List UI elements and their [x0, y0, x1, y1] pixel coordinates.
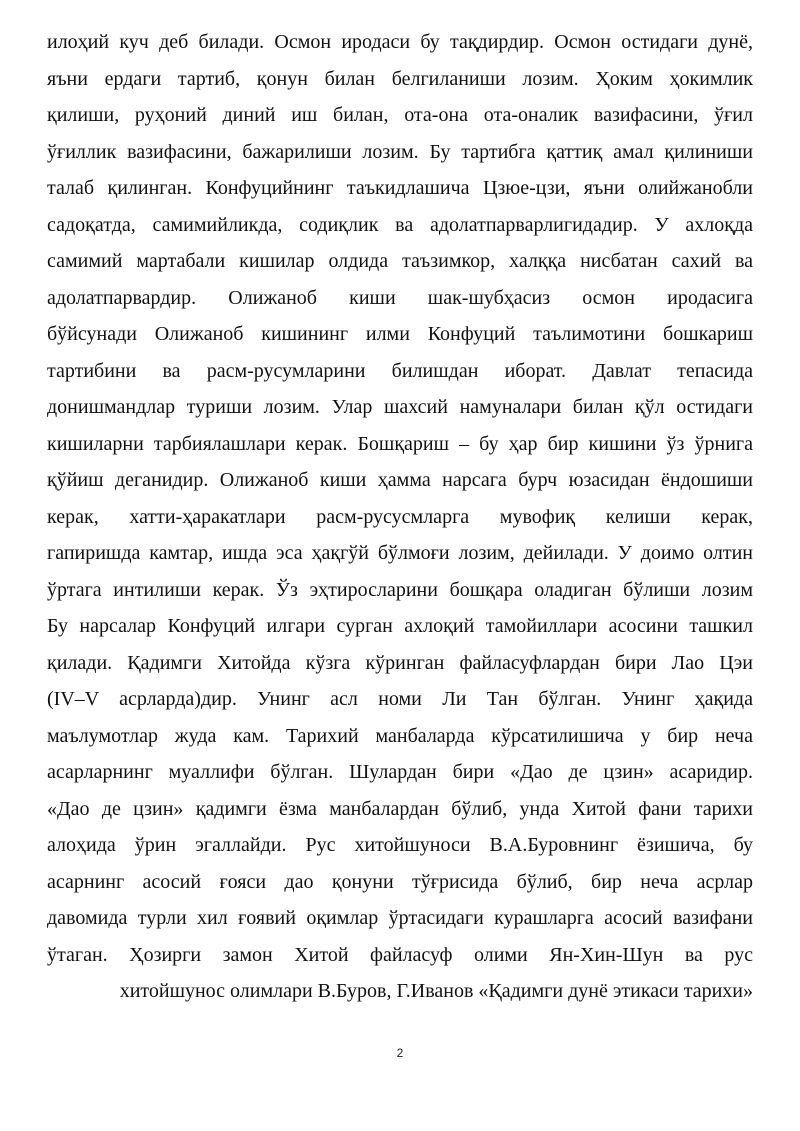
- text-line-8: адолатпарвардир. Олижаноб киши шак-шубҳасиз осмон иродасига: [47, 286, 753, 309]
- text-line-2: яъни ердаги тартиб, қонун билан белгиланиши лозим. Ҳоким ҳокимлик: [47, 67, 753, 90]
- text-line-11: донишмандлар туриши лозим. Улар шахсий намуналари билан қўл остидаги: [47, 396, 753, 418]
- text-line-6: садоқатда, самимийликда, содиқлик ва адолатпарварлигидадир. У ахлоқда: [47, 213, 753, 236]
- text-line-18: қилади. Қадимги Хитойда кўзга кўринган файласуфлардан бири Лао Цэи: [47, 651, 753, 674]
- text-line-22: «Дао де цзин» қадимги ёзма манбалардан бўлиб, унда Хитой фани тарихи: [47, 797, 753, 820]
- text-line-7: самимий мартабали кишилар олдида таъзимкор, халққа нисбатан сахий ва: [47, 250, 753, 272]
- text-line-21: асарларнинг муаллифи бўлган. Шулардан бири «Дао де цзин» асаридир.: [47, 761, 753, 783]
- text-line-16: ўртага интилиши керак. Ўз эҳтиросларини бошқара оладиган бўлиши лозим: [47, 578, 753, 601]
- text-line-1: илоҳий куч деб билади. Осмон иродаси бу тақдирдир. Осмон остидаги дунё,: [47, 31, 753, 53]
- text-line-27: хитойшунос олимлари В.Буров, Г.Иванов «Қадимги дунё этикаси тарихи»: [119, 980, 753, 1002]
- text-line-5: талаб қилинган. Конфуцийнинг таъкидлашича Цзюе-цзи, яъни олийжанобли: [47, 177, 753, 199]
- text-line-10: тартибини ва расм-русумларини билишдан иборат. Давлат тепасида: [47, 359, 753, 382]
- text-line-3: қилиши, руҳоний диний иш билан, ота-она ота-оналик вазифасини, ўғил: [47, 104, 753, 126]
- text-line-26: ўтаган. Ҳозирги замон Хитой файласуф олими Ян-Хин-Шун ва рус: [47, 943, 753, 966]
- text-line-14: керак, хатти-ҳаракатлари расм-русусмларга мувофиқ келиши керак,: [47, 505, 753, 528]
- text-line-15: гапиришда камтар, ишда эса ҳақгўй бўлмоғи лозим, дейилади. У доимо олтин: [47, 542, 753, 564]
- text-line-23: алоҳида ўрин эгаллайди. Рус хитойшуноси В.А.Буровнинг ёзишича, бу: [47, 834, 753, 856]
- text-line-17: Бу нарсалар Конфуций илгари сурган ахлоқий тамойиллари асосини ташкил: [47, 615, 753, 637]
- page-number: 2: [396, 1046, 404, 1060]
- text-line-19: (IV–V асрларда)дир. Унинг асл номи Ли Тан бўлган. Унинг ҳақида: [47, 688, 753, 710]
- body-text: [47, 24, 753, 1010]
- text-line-4: ўғиллик вазифасини, бажарилиши лозим. Бу тартибга қаттиқ амал қилиниши: [47, 140, 753, 163]
- text-line-9: бўйсунади Олижаноб кишининг илми Конфуций таълимотини бошкариш: [47, 323, 753, 345]
- text-line-20: маълумотлар жуда кам. Тарихий манбаларда кўрсатилишича у бир неча: [47, 724, 753, 747]
- document-page: [47, 24, 753, 1010]
- text-line-25: давомида турли хил ғоявий оқимлар ўртасидаги курашларга асосий вазифани: [47, 907, 753, 929]
- text-line-13: қўйиш деганидир. Олижаноб киши ҳамма нарсага бурч юзасидан ёндошиши: [47, 469, 753, 491]
- text-line-24: асарнинг асосий ғояси дао қонуни тўғрисида бўлиб, бир неча асрлар: [47, 870, 753, 893]
- text-line-12: кишиларни тарбиялашлари керак. Бошқариш – бу ҳар бир кишини ўз ўрнига: [47, 432, 753, 455]
